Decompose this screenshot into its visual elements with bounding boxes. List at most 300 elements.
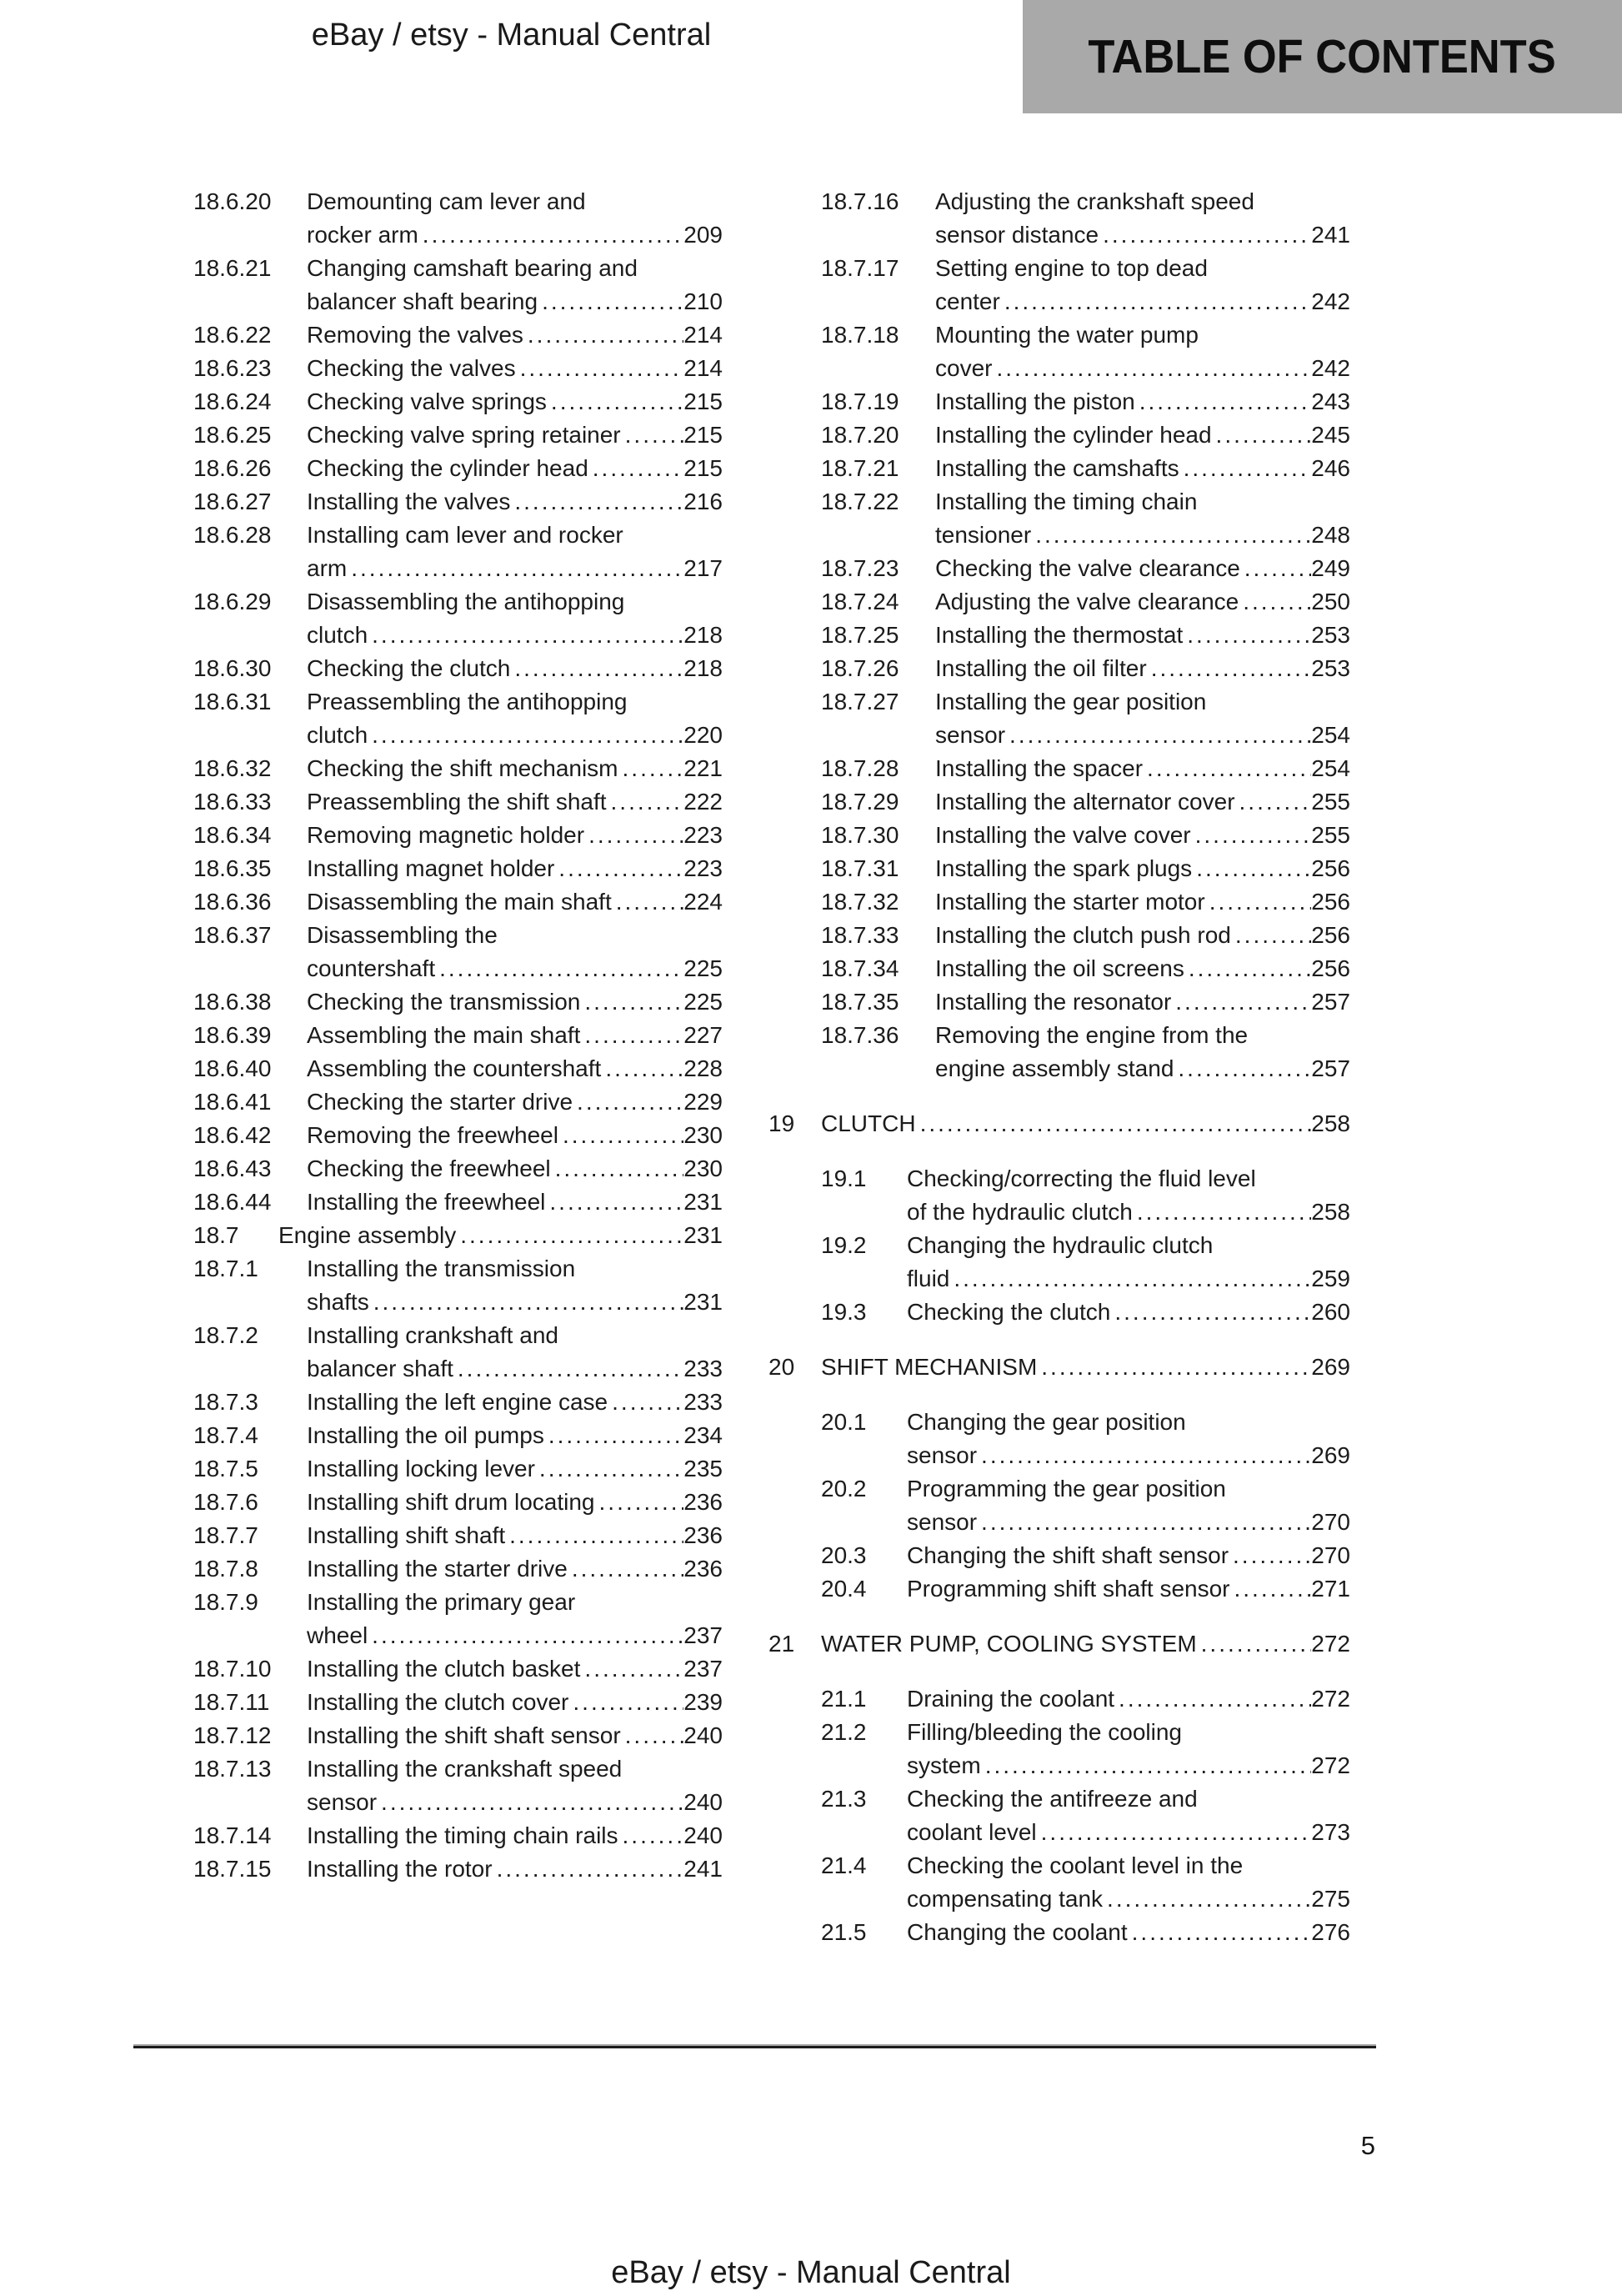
entry-page-number: 231: [683, 1222, 723, 1248]
toc-entry: [193, 352, 723, 385]
dot-leader: [1230, 1572, 1312, 1606]
toc-entry: [768, 1916, 1350, 1949]
entry-title-block: [307, 1019, 723, 1052]
entry-number: 20: [768, 1354, 795, 1380]
entry-title-text: wheel: [307, 1622, 368, 1648]
footer-doc-title: eBay / etsy - Manual Central: [611, 2255, 1011, 2290]
entry-line-last: [935, 519, 1350, 552]
entry-number: 18.7.34: [821, 955, 899, 981]
entry-page-number: 234: [683, 1422, 723, 1448]
dot-leader: [916, 1107, 1312, 1140]
entry-title-text: Installing the left engine case: [307, 1389, 608, 1415]
entry-page-number: 227: [683, 1022, 723, 1048]
entry-page-number: 216: [683, 489, 723, 514]
dot-leader: [493, 1852, 684, 1886]
dot-leader: [601, 1052, 683, 1085]
entry-title-block: [935, 752, 1350, 785]
entry-page-number: 231: [683, 1289, 723, 1315]
entry-page-number: 243: [1311, 389, 1350, 414]
toc-entry: [193, 185, 723, 252]
entry-title-text: balancer shaft: [307, 1356, 453, 1381]
entry-page-number: 223: [683, 855, 723, 881]
entry-title-text: shafts: [307, 1289, 369, 1315]
entry-line-last: [307, 852, 723, 885]
toc-entry: [193, 1119, 723, 1152]
toc-entry: [193, 519, 723, 585]
entry-line-last: [935, 218, 1350, 252]
entry-page-number: 210: [683, 288, 723, 314]
entry-line-last: [907, 1506, 1350, 1539]
entry-number: 18.7.16: [821, 188, 899, 214]
toc-entry: [768, 1406, 1350, 1472]
entry-number: 18.7.5: [193, 1456, 258, 1481]
entry-number: 18.6.21: [193, 255, 272, 281]
entry-number: 18.6.35: [193, 855, 272, 881]
entry-line-last: [307, 885, 723, 919]
entry-line-last: [307, 752, 723, 785]
footer-rule: [133, 2044, 1376, 2048]
entry-title-text: Installing magnet holder: [307, 855, 555, 881]
dot-leader: [584, 819, 683, 852]
entry-number: 18.6.30: [193, 655, 272, 681]
dot-leader: [580, 1019, 683, 1052]
entry-title-text: Installing the clutch push rod: [935, 922, 1231, 948]
entry-title-text: sensor: [907, 1442, 978, 1468]
entry-title-block: [935, 785, 1350, 819]
entry-line-last: [307, 1786, 723, 1819]
dot-leader: [1239, 585, 1311, 619]
entry-number: 18.6.39: [193, 1022, 272, 1048]
dot-leader: [588, 452, 684, 485]
entry-number: 18.6.25: [193, 422, 272, 448]
entry-page-number: 233: [683, 1356, 723, 1381]
entry-line: Installing the primary gear: [307, 1589, 576, 1615]
entry-title-block: [307, 752, 723, 785]
entry-page-number: 269: [1311, 1354, 1350, 1380]
entry-title-block: [307, 1719, 723, 1752]
entry-line-last: [935, 1052, 1350, 1085]
entry-title-block: [307, 785, 723, 819]
entry-title-block: [307, 1386, 723, 1419]
toc-entry: [193, 1652, 723, 1686]
entry-number: 18.6.20: [193, 188, 272, 214]
dot-leader: [618, 1819, 684, 1852]
dot-leader: [949, 1262, 1311, 1296]
toc-entry: [768, 1572, 1350, 1606]
toc-entry: [193, 685, 723, 752]
header-doc-title: eBay / etsy - Manual Central: [311, 18, 712, 53]
entry-number: 18.7.18: [821, 322, 899, 348]
entry-title-block: [278, 1219, 723, 1252]
entry-line-last: [821, 1627, 1350, 1661]
dot-leader: [977, 1506, 1311, 1539]
entry-line-last: [907, 1196, 1350, 1229]
entry-title-text: Assembling the countershaft: [307, 1055, 602, 1081]
toc-entry: [768, 318, 1350, 385]
entry-title-text: Assembling the main shaft: [307, 1022, 581, 1048]
entry-number: 18.6.42: [193, 1122, 272, 1148]
entry-number: 20.2: [821, 1476, 867, 1501]
entry-title-text: Checking the shift mechanism: [307, 755, 618, 781]
entry-title-block: [307, 1152, 723, 1186]
entry-line-last: [307, 1052, 723, 1085]
entry-page-number: 257: [1311, 1055, 1350, 1081]
entry-title-text: arm: [307, 555, 348, 581]
entry-number: 18.6.28: [193, 522, 272, 548]
entry-title-block: [935, 585, 1350, 619]
entry-line-last: [307, 1386, 723, 1419]
toc-entry: [193, 419, 723, 452]
entry-page-number: 271: [1311, 1576, 1350, 1602]
entry-line-last: [935, 819, 1350, 852]
entry-title-block: [935, 852, 1350, 885]
dot-leader: [418, 218, 683, 252]
toc-entry: [768, 852, 1350, 885]
entry-number: 18.7.14: [193, 1822, 272, 1848]
toc-entry: [768, 1782, 1350, 1849]
entry-title-block: [307, 919, 723, 985]
entry-title-block: [307, 1419, 723, 1452]
entry-line: Changing camshaft bearing and: [307, 255, 638, 281]
dot-leader: [538, 285, 683, 318]
entry-page-number: 257: [1311, 989, 1350, 1015]
toc-entry: [193, 785, 723, 819]
entry-page-number: 258: [1311, 1110, 1350, 1136]
entry-title-text: clutch: [307, 622, 368, 648]
entry-page-number: 259: [1311, 1266, 1350, 1291]
entry-line: Installing the timing chain: [935, 489, 1198, 514]
entry-line-last: [307, 1085, 723, 1119]
entry-line-last: [307, 1152, 723, 1186]
toc-entry: [193, 252, 723, 318]
entry-title-text: Preassembling the shift shaft: [307, 789, 607, 815]
entry-title-text: Installing the spacer: [935, 755, 1144, 781]
toc-entry: [193, 1252, 723, 1319]
entry-title-block: [907, 1539, 1350, 1572]
entry-title-text: of the hydraulic clutch: [907, 1199, 1133, 1225]
toc-entry: [768, 1716, 1350, 1782]
entry-title-block: [307, 485, 723, 519]
entry-line-last: [307, 1552, 723, 1586]
entry-title-block: [821, 1627, 1350, 1661]
entry-line: Filling/bleeding the cooling: [907, 1719, 1182, 1745]
entry-title-text: sensor: [935, 722, 1006, 748]
entry-title-block: [307, 885, 723, 919]
entry-title-block: [935, 919, 1350, 952]
dot-leader: [1171, 985, 1311, 1019]
entry-number: 19.3: [821, 1299, 867, 1325]
entry-title-text: Engine assembly: [278, 1222, 457, 1248]
entry-number: 18.7.2: [193, 1322, 258, 1348]
toc-entry: [768, 1351, 1350, 1384]
entry-line: Installing the transmission: [307, 1256, 576, 1281]
toc-entry: [193, 1819, 723, 1852]
entry-title-block: [821, 1107, 1350, 1140]
entry-page-number: 220: [683, 722, 723, 748]
entry-title-block: [307, 252, 723, 318]
toc-entry: [193, 1052, 723, 1085]
entry-title-text: Installing the valve cover: [935, 822, 1191, 848]
entry-number: 18.6.40: [193, 1055, 272, 1081]
toc-entry: [193, 1419, 723, 1452]
entry-title-text: Checking valve springs: [307, 389, 547, 414]
dot-leader: [1205, 885, 1312, 919]
entry-page-number: 230: [683, 1156, 723, 1181]
entry-page-number: 253: [1311, 622, 1350, 648]
entry-title-text: Installing shift shaft: [307, 1522, 506, 1548]
entry-title-block: [307, 1085, 723, 1119]
dot-leader: [1231, 919, 1311, 952]
toc-entry: [193, 919, 723, 985]
entry-page-number: 256: [1311, 922, 1350, 948]
toc-entry: [768, 1539, 1350, 1572]
entry-title-block: [935, 385, 1350, 419]
entry-number: 18.7: [193, 1222, 239, 1248]
dot-leader: [1110, 1296, 1311, 1329]
toc-entry: [768, 552, 1350, 585]
entry-line-last: [935, 452, 1350, 485]
dot-leader: [1133, 1196, 1311, 1229]
toc-entry: [768, 885, 1350, 919]
entry-page-number: 256: [1311, 855, 1350, 881]
entry-number: 18.7.31: [821, 855, 899, 881]
entry-number: 18.6.26: [193, 455, 272, 481]
entry-title-block: [307, 452, 723, 485]
entry-title-block: [307, 1819, 723, 1852]
dot-leader: [544, 1419, 683, 1452]
dot-leader: [1192, 852, 1311, 885]
entry-title-block: [907, 1472, 1350, 1539]
entry-number: 18.7.25: [821, 622, 899, 648]
entry-number: 18.6.36: [193, 889, 272, 915]
toc-entry: [193, 1552, 723, 1586]
entry-line-last: [907, 1882, 1350, 1916]
entry-title-text: Installing the oil screens: [935, 955, 1184, 981]
entry-number: 18.7.1: [193, 1256, 258, 1281]
entry-title-block: [907, 1572, 1350, 1606]
dot-leader: [1184, 952, 1311, 985]
toc-entry: [193, 1486, 723, 1519]
entry-title-text: Installing the starter motor: [935, 889, 1205, 915]
entry-title-text: Disassembling the main shaft: [307, 889, 612, 915]
entry-title-text: fluid: [907, 1266, 950, 1291]
entry-page-number: 228: [683, 1055, 723, 1081]
entry-title-block: [307, 585, 723, 652]
entry-page-number: 272: [1311, 1631, 1350, 1657]
toc-column-right: [768, 185, 1350, 1949]
dot-leader: [612, 885, 684, 919]
entry-line-last: [307, 1652, 723, 1686]
entry-line-last: [307, 652, 723, 685]
entry-number: 18.6.23: [193, 355, 272, 381]
entry-title-text: clutch: [307, 722, 368, 748]
entry-page-number: 224: [683, 889, 723, 915]
entry-line-last: [307, 385, 723, 419]
entry-line-last: [307, 218, 723, 252]
dot-leader: [369, 1286, 684, 1319]
dot-leader: [1147, 652, 1312, 685]
entry-number: 21.3: [821, 1786, 867, 1812]
toc-entry: [768, 1682, 1350, 1716]
entry-page-number: 209: [683, 222, 723, 248]
entry-line-last: [307, 1019, 723, 1052]
toc-entry: [193, 585, 723, 652]
toc-entry: [193, 1386, 723, 1419]
entry-title-block: [307, 819, 723, 852]
entry-number: 18.6.29: [193, 589, 272, 614]
entry-number: 18.6.27: [193, 489, 272, 514]
entry-title-block: [935, 552, 1350, 585]
entry-page-number: 236: [683, 1489, 723, 1515]
entry-page-number: 225: [683, 955, 723, 981]
entry-line-last: [307, 285, 723, 318]
entry-line-last: [307, 985, 723, 1019]
entry-line-last: [821, 1351, 1350, 1384]
entry-line-last: [935, 885, 1350, 919]
toc-entry: [193, 1319, 723, 1386]
dot-leader: [607, 785, 684, 819]
entry-page-number: 236: [683, 1522, 723, 1548]
entry-line-last: [935, 585, 1350, 619]
entry-number: 21.4: [821, 1852, 867, 1878]
entry-page-number: 218: [683, 622, 723, 648]
dot-leader: [516, 352, 684, 385]
entry-title-text: center: [935, 288, 1000, 314]
dot-leader: [568, 1686, 683, 1719]
entry-line-last: [307, 1719, 723, 1752]
entry-line-last: [278, 1219, 723, 1252]
dot-leader: [580, 1652, 683, 1686]
toc-entry: [193, 452, 723, 485]
dot-leader: [558, 1119, 683, 1152]
entry-title-text: Checking valve spring retainer: [307, 422, 621, 448]
entry-number: 18.6.22: [193, 322, 272, 348]
toc-entry: [768, 685, 1350, 752]
entry-page-number: 256: [1311, 889, 1350, 915]
entry-line-last: [307, 452, 723, 485]
dot-leader: [1103, 1882, 1311, 1916]
dot-leader: [1240, 552, 1312, 585]
entry-line-last: [821, 1107, 1350, 1140]
entry-number: 18.7.20: [821, 422, 899, 448]
toc-entry: [768, 1107, 1350, 1140]
entry-title-block: [307, 685, 723, 752]
entry-number: 18.7.29: [821, 789, 899, 815]
entry-number: 18.7.12: [193, 1722, 272, 1748]
entry-page-number: 248: [1311, 522, 1350, 548]
entry-number: 18.7.17: [821, 255, 899, 281]
toc-entry: [193, 1085, 723, 1119]
entry-title-block: [907, 1849, 1350, 1916]
toc-entry: [193, 485, 723, 519]
entry-number: 18.7.30: [821, 822, 899, 848]
entry-title-block: [935, 252, 1350, 318]
entry-line-last: [907, 1439, 1350, 1472]
toc-entry: [768, 1849, 1350, 1916]
entry-title-text: Installing the valves: [307, 489, 511, 514]
entry-title-text: Checking the valve clearance: [935, 555, 1240, 581]
entry-page-number: 217: [683, 555, 723, 581]
entry-title-block: [307, 318, 723, 352]
entry-title-block: [307, 1486, 723, 1519]
toc-entry: [193, 819, 723, 852]
dot-leader: [1183, 619, 1311, 652]
entry-line-last: [907, 1916, 1350, 1949]
entry-title-block: [307, 1552, 723, 1586]
entry-page-number: 254: [1311, 722, 1350, 748]
toc-entry: [768, 185, 1350, 252]
dot-leader: [510, 652, 683, 685]
toc-entry: [193, 1186, 723, 1219]
entry-line-last: [307, 719, 723, 752]
entry-number: 18.7.23: [821, 555, 899, 581]
entry-line-last: [307, 819, 723, 852]
entry-page-number: 258: [1311, 1199, 1350, 1225]
entry-title-block: [307, 1586, 723, 1652]
entry-line-last: [307, 1186, 723, 1219]
entry-page-number: 223: [683, 822, 723, 848]
entry-number: 18.7.33: [821, 922, 899, 948]
entry-line-last: [307, 619, 723, 652]
entry-line: Mounting the water pump: [935, 322, 1199, 348]
dot-leader: [981, 1749, 1312, 1782]
entry-title-text: Installing the oil filter: [935, 655, 1147, 681]
entry-line: Installing crankshaft and: [307, 1322, 558, 1348]
entry-title-text: Checking the clutch: [907, 1299, 1111, 1325]
entry-number: 21.2: [821, 1719, 867, 1745]
dot-leader: [1191, 819, 1312, 852]
entry-line-last: [935, 419, 1350, 452]
dot-leader: [595, 1486, 684, 1519]
entry-line-last: [307, 1352, 723, 1386]
dot-leader: [1037, 1816, 1312, 1849]
entry-number: 18.7.36: [821, 1022, 899, 1048]
entry-page-number: 276: [1311, 1919, 1350, 1945]
entry-title-text: countershaft: [307, 955, 436, 981]
entry-number: 18.7.35: [821, 989, 899, 1015]
entry-page-number: 273: [1311, 1819, 1350, 1845]
entry-title-text: Installing locking lever: [307, 1456, 535, 1481]
entry-line-last: [935, 619, 1350, 652]
dot-leader: [456, 1219, 683, 1252]
entry-number: 18.7.3: [193, 1389, 258, 1415]
entry-number: 18.6.33: [193, 789, 272, 815]
entry-line: Removing the engine from the: [935, 1022, 1249, 1048]
entry-line-last: [307, 1519, 723, 1552]
entry-line-last: [307, 952, 723, 985]
entry-number: 18.6.37: [193, 922, 272, 948]
entry-title-text: cover: [935, 355, 993, 381]
dot-leader: [1143, 752, 1311, 785]
entry-title-block: [907, 1229, 1350, 1296]
entry-title-text: sensor distance: [935, 222, 1099, 248]
entry-title-block: [907, 1406, 1350, 1472]
toc-entry: [768, 419, 1350, 452]
entry-number: 20.1: [821, 1409, 867, 1435]
entry-number: 21: [768, 1631, 795, 1657]
entry-title-block: [935, 685, 1350, 752]
entry-title-text: Installing the clutch cover: [307, 1689, 569, 1715]
entry-number: 21.5: [821, 1919, 867, 1945]
entry-page-number: 231: [683, 1189, 723, 1215]
entry-number: 18.7.21: [821, 455, 899, 481]
entry-line: Checking the coolant level in the: [907, 1852, 1244, 1878]
entry-title-text: Checking the transmission: [307, 989, 581, 1015]
dot-leader: [377, 1786, 683, 1819]
entry-page-number: 242: [1311, 355, 1350, 381]
dot-leader: [535, 1452, 683, 1486]
dot-leader: [621, 419, 684, 452]
